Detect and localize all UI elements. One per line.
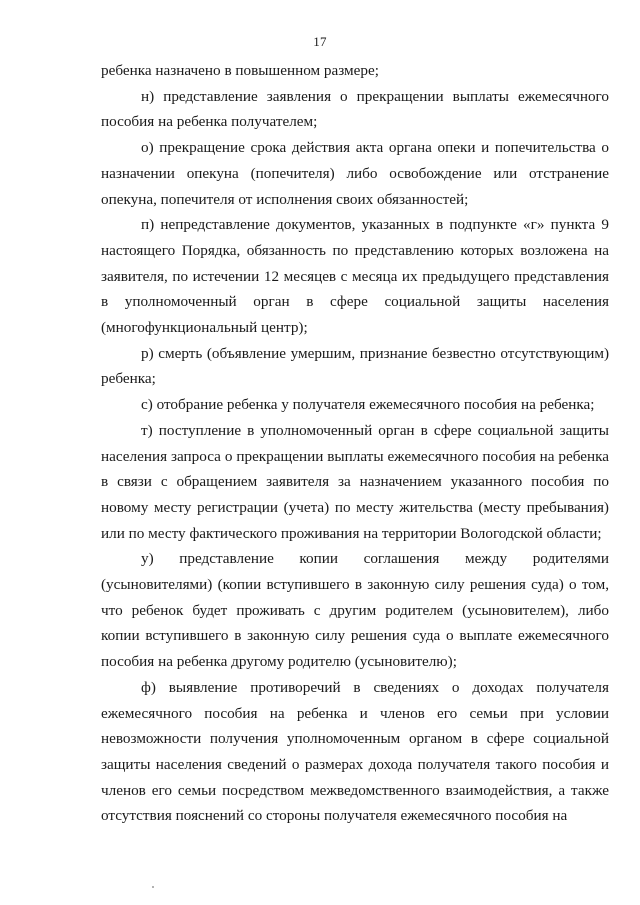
- paragraph-item-p: п) непредставление документов, указанных в подпункте «г» пункта 9 настоящего Порядка, обязанность по представлению которых возложена на заявителя, по истечении 12 месяцев с месяца их предыдущего представления в уполномоченный орган в сфере социальной защиты населения (многофункциональный центр);: [101, 216, 609, 337]
- paragraph-item-f: ф) выявление противоречий в сведениях о доходах получателя ежемесячного пособия на ребенка и членов его семьи при условии невозможности получения уполномоченным органом в сфере социальной защиты населения сведений о размерах дохода получателя такого пособия и членов его семьи посредством межведомственного взаимодействия, а также отсутствия пояснений со стороны получателя ежемесячного пособия на: [101, 678, 609, 825]
- paragraph-item-r: р) смерть (объявление умершим, признание безвестно отсутствующим) ребенка;: [101, 344, 609, 388]
- paragraph-item-t: т) поступление в уполномоченный орган в сфере социальной защиты населения запроса о прекращении выплаты ежемесячного пособия на ребенка в связи с обращением заявителя за назначением указанного пособия по новому месту регистрации (учета) по месту жительства (месту пребывания) или по месту фактического проживания на территории Вологодской области;: [101, 421, 609, 542]
- paragraph-item-o: о) прекращение срока действия акта органа опеки и попечительства о назначении опекуна (попечителя) либо освобождение или отстранение опекуна, попечителя от исполнения своих обязанностей;: [101, 139, 609, 208]
- scan-speck: [152, 886, 154, 888]
- document-body: [101, 58, 609, 829]
- paragraph-continuation: ребенка назначено в повышенном размере;: [101, 62, 379, 79]
- paragraph-item-n: н) представление заявления о прекращении выплаты ежемесячного пособия на ребенка получателем;: [101, 87, 609, 131]
- paragraph-item-s: с) отобрание ребенка у получателя ежемесячного пособия на ребенка;: [141, 396, 595, 414]
- paragraph-item-u: у) представление копии соглашения между родителями (усыновителями) (копии вступившего в законную силу решения суда) о том, что ребенок будет проживать с другим родителем (усыновителем), либо копии вступившего в законную силу решения суда о выплате ежемесячного пособия на ребенка другому родителю (усыновителю);: [101, 550, 609, 671]
- page-number: 17: [313, 34, 327, 49]
